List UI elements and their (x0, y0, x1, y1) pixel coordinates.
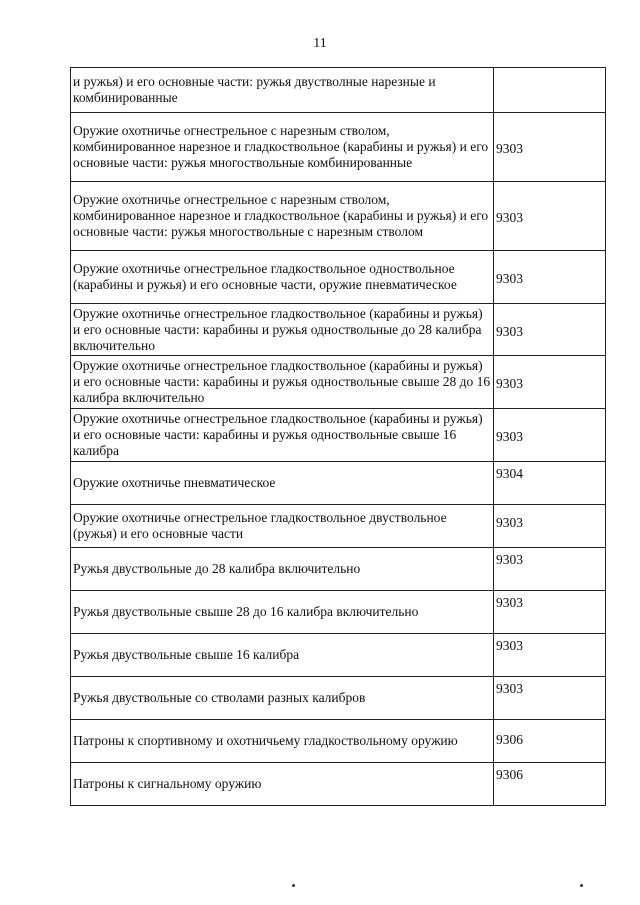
row-code: 9303 (494, 113, 606, 182)
row-description: Ружья двуствольные до 28 калибра включительно (71, 548, 494, 591)
row-description: Оружие охотничье огнестрельное с нарезным стволом, комбинированное нарезное и гладкоствольное (карабины и ружья) и его основные части: ружья многоствольные с нарезным стволом (71, 182, 494, 251)
table-row (71, 462, 606, 505)
row-description: Ружья двуствольные свыше 16 калибра (71, 634, 494, 677)
row-description: и ружья) и его основные части: ружья двустволные нарезные и комбинированные (71, 68, 494, 113)
row-description: Оружие охотничье огнестрельное гладкоствольное одноствольное (карабины и ружья) и его основные части, оружие пневматическое (71, 251, 494, 304)
table-row (71, 409, 606, 462)
row-description: Оружие охотничье пневматическое (71, 462, 494, 505)
table-row (71, 356, 606, 409)
table-row (71, 505, 606, 548)
row-description: Оружие охотничье огнестрельное гладкоствольное (карабины и ружья) и его основные части: карабины и ружья одноствольные до 28 калибра включительно (71, 304, 494, 356)
table-row (71, 548, 606, 591)
table-row (71, 591, 606, 634)
row-code: 9303 (494, 505, 606, 548)
row-description: Ружья двуствольные свыше 28 до 16 калибра включительно (71, 591, 494, 634)
table-row (71, 677, 606, 720)
scan-speck (580, 884, 583, 887)
row-code: 9303 (494, 356, 606, 409)
table-row (71, 304, 606, 356)
page-number: 11 (313, 36, 327, 51)
row-description: Ружья двуствольные со стволами разных калибров (71, 677, 494, 720)
scan-speck (292, 884, 295, 887)
table-row (71, 720, 606, 763)
goods-table (70, 67, 606, 806)
row-description: Оружие охотничье огнестрельное гладкоствольное (карабины и ружья) и его основные части: карабины и ружья одноствольные свыше 28 до 16 калибра включительно (71, 356, 494, 409)
table-row (71, 182, 606, 251)
row-code: 9303 (494, 677, 606, 720)
row-code: 9303 (494, 548, 606, 591)
row-description: Оружие охотничье огнестрельное с нарезным стволом, комбинированное нарезное и гладкоствольное (карабины и ружья) и его основные части: ружья многоствольные комбинированные (71, 113, 494, 182)
table-row (71, 113, 606, 182)
table-row (71, 251, 606, 304)
row-description: Оружие охотничье огнестрельное гладкоствольное (карабины и ружья) и его основные части: карабины и ружья одноствольные свыше 16 калибра (71, 409, 494, 462)
table-row (71, 763, 606, 806)
row-description: Оружие охотничье огнестрельное гладкоствольное двуствольное (ружья) и его основные части (71, 505, 494, 548)
row-code: 9304 (494, 462, 606, 505)
row-code (494, 68, 606, 113)
table-row (71, 634, 606, 677)
row-code: 9306 (494, 720, 606, 763)
row-code: 9303 (494, 304, 606, 356)
row-code: 9303 (494, 634, 606, 677)
row-code: 9306 (494, 763, 606, 806)
row-code: 9303 (494, 182, 606, 251)
table-row (71, 68, 606, 113)
row-code: 9303 (494, 409, 606, 462)
row-code: 9303 (494, 251, 606, 304)
row-code: 9303 (494, 591, 606, 634)
row-description: Патроны к сигнальному оружию (71, 763, 494, 806)
row-description: Патроны к спортивному и охотничьему гладкоствольному оружию (71, 720, 494, 763)
